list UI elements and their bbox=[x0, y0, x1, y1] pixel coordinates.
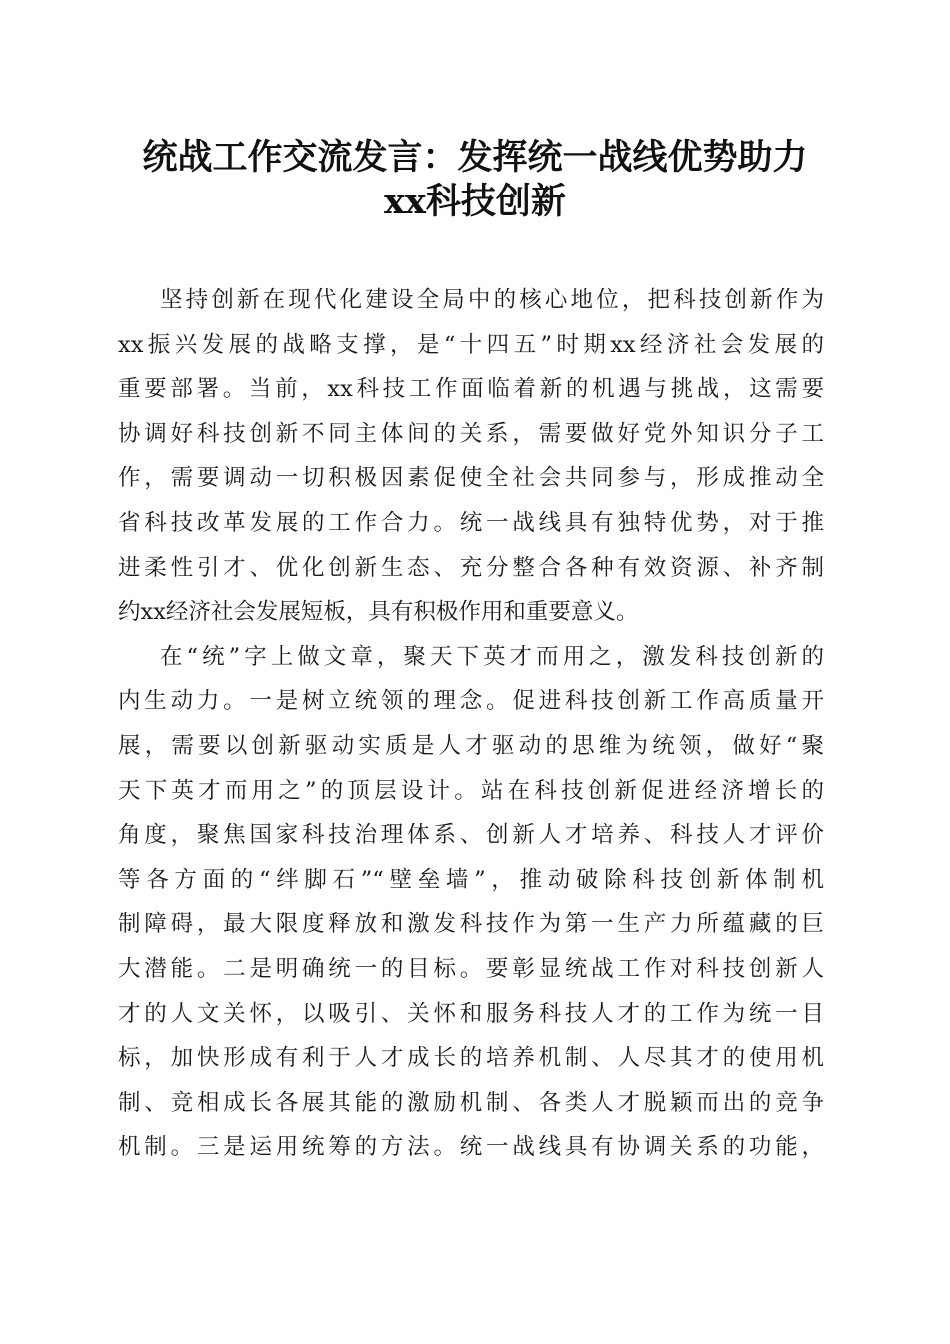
paragraph-line: 协调好科技创新不同主体间的关系，需要做好党外知识分子工 bbox=[118, 420, 824, 447]
paragraph-line: 约xx经济社会发展短板，具有积极作用和重要意义。 bbox=[118, 599, 639, 626]
paragraph-line: 作，需要调动一切积极因素促使全社会共同参与，形成推动全 bbox=[118, 465, 824, 492]
paragraph-line: 等各方面的“绊脚石”“壁垒墙”，推动破除科技创新体制机 bbox=[118, 866, 824, 893]
document-body bbox=[118, 278, 824, 1170]
title-line-1: 统战工作交流发言：发挥统一战线优势助力 bbox=[142, 137, 808, 178]
title-line-2: xx科技创新 bbox=[384, 181, 566, 222]
paragraph-line: 省科技改革发展的工作合力。统一战线具有独特优势，对于推 bbox=[118, 509, 824, 536]
paragraph-line: 在“统”字上做文章，聚天下英才而用之，激发科技创新的 bbox=[160, 643, 824, 670]
paragraph-1 bbox=[118, 278, 824, 635]
paragraph-line: 内生动力。一是树立统领的理念。促进科技创新工作高质量开 bbox=[118, 688, 824, 715]
paragraph-line: 才的人文关怀，以吸引、关怀和服务科技人才的工作为统一目 bbox=[118, 1000, 824, 1027]
document-title bbox=[100, 136, 850, 224]
paragraph-2 bbox=[118, 635, 824, 1170]
paragraph-line: 制、竞相成长各展其能的激励机制、各类人才脱颖而出的竞争 bbox=[118, 1089, 824, 1116]
paragraph-line: 标，加快形成有利于人才成长的培养机制、人尽其才的使用机 bbox=[118, 1045, 824, 1072]
paragraph-line: 角度，聚焦国家科技治理体系、创新人才培养、科技人才评价 bbox=[118, 822, 824, 849]
paragraph-line: 制障碍，最大限度释放和激发科技作为第一生产力所蕴藏的巨 bbox=[118, 911, 824, 938]
paragraph-line: 坚持创新在现代化建设全局中的核心地位，把科技创新作为 bbox=[160, 287, 824, 313]
paragraph-line: xx振兴发展的战略支撑，是“十四五”时期xx经济社会发展的 bbox=[118, 331, 824, 358]
paragraph-line: 重要部署。当前，xx科技工作面临着新的机遇与挑战，这需要 bbox=[118, 376, 824, 403]
paragraph-line: 天下英才而用之”的顶层设计。站在科技创新促进经济增长的 bbox=[118, 777, 824, 804]
paragraph-line: 展，需要以创新驱动实质是人才驱动的思维为统领，做好“聚 bbox=[118, 732, 824, 759]
paragraph-line: 机制。三是运用统筹的方法。统一战线具有协调关系的功能， bbox=[118, 1134, 824, 1161]
paragraph-line: 大潜能。二是明确统一的目标。要彰显统战工作对科技创新人 bbox=[118, 955, 824, 982]
paragraph-line: 进柔性引才、优化创新生态、充分整合各种有效资源、补齐制 bbox=[118, 554, 824, 581]
